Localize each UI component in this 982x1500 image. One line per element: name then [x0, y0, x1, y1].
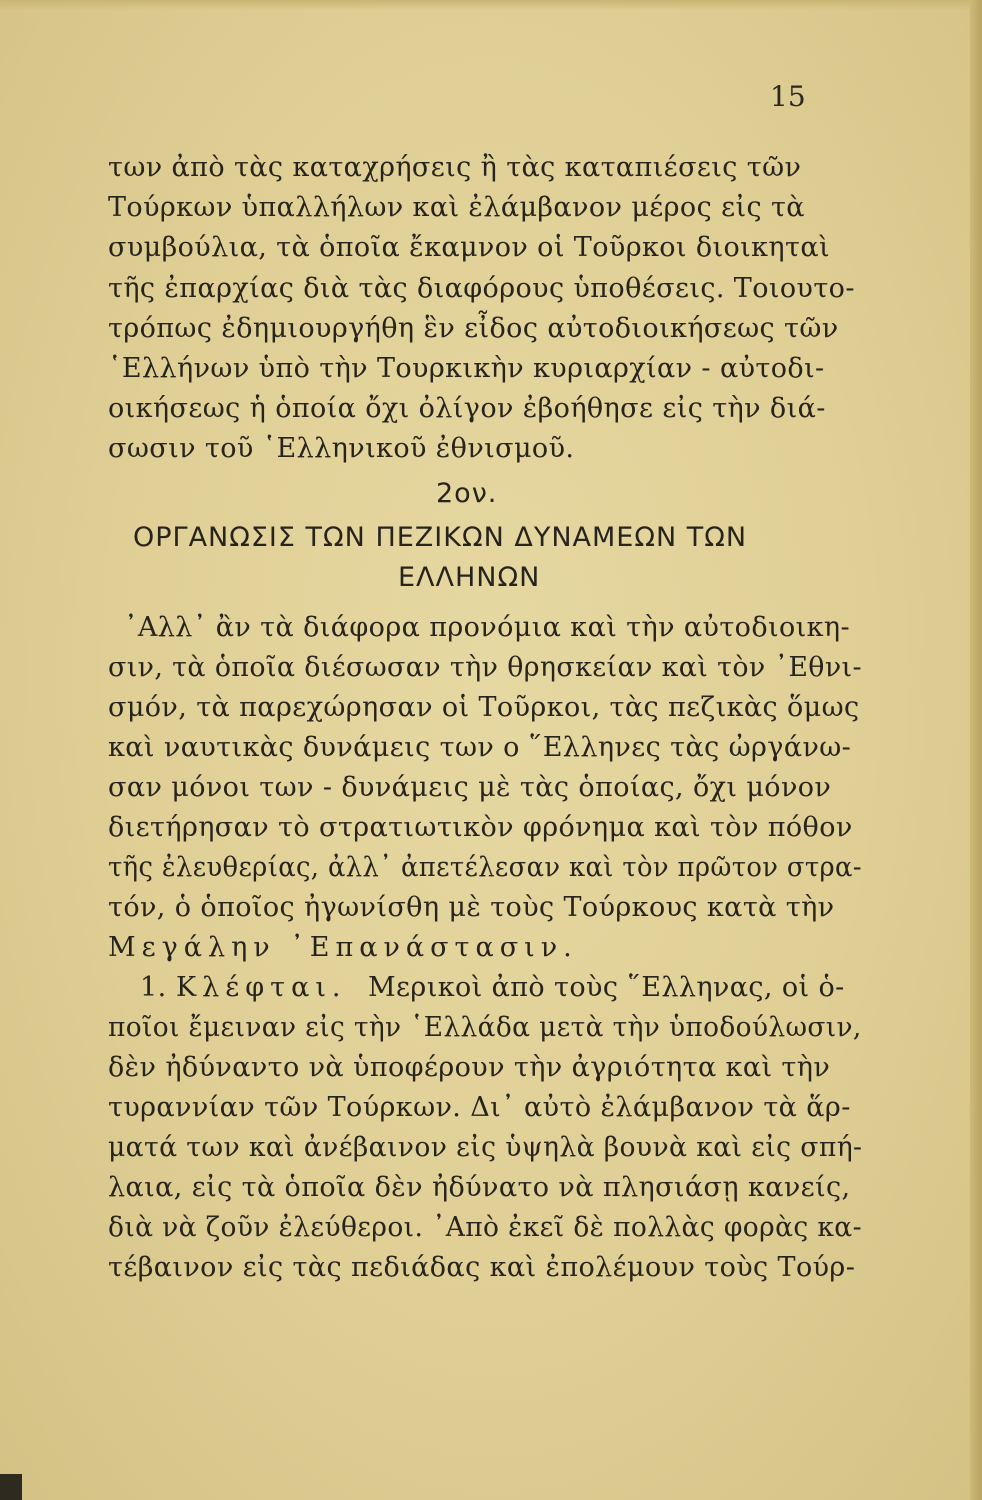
section-title-line-2: ΕΛΛΗΝΩΝ: [398, 562, 541, 593]
scan-corner-mark: [0, 1474, 22, 1500]
section-title-line-1: ΟΡΓΑΝΩΣΙΣ ΤΩΝ ΠΕΖΙΚΩΝ ΔΥΝΑΜΕΩΝ ΤΩΝ: [133, 522, 748, 553]
subsection-title: Κλέφται.: [176, 972, 347, 1003]
paragraph-3-line-5: λαια, εἰς τὰ ὁποῖα δὲν ἠδύνατο νὰ πλησιάσῃ κανείς,: [108, 1172, 851, 1203]
paragraph-2-line-5: σαν μόνοι των - δυνάμεις μὲ τὰς ὁποίας, ὄχι μόνον: [108, 772, 832, 803]
paragraph-2-line-1: ᾿Αλλ᾿ ἂν τὰ διάφορα προνόμια καὶ τὴν αὐτοδιοικη-: [124, 612, 850, 643]
paragraph-3-line-7: τέβαινον εἰς τὰς πεδιάδας καὶ ἐπολέμουν τοὺς Τούρ-: [108, 1252, 856, 1283]
paragraph-1-line-1: των ἀπὸ τὰς καταχρήσεις ἢ τὰς καταπιέσεις τῶν: [108, 152, 802, 183]
paragraph-2-line-8: τόν, ὁ ὁποῖος ἠγωνίσθη μὲ τοὺς Τούρκους κατὰ τὴν: [108, 892, 835, 923]
paragraph-3-line-2: δὲν ἠδύναντο νὰ ὑποφέρουν τὴν ἀγριότητα καὶ τὴν: [108, 1052, 831, 1083]
page-number: 15: [770, 80, 806, 113]
paragraph-1-line-8: σωσιν τοῦ ῾Ελληνικοῦ ἐθνισμοῦ.: [108, 433, 575, 464]
paragraph-1-line-7: οικήσεως ἡ ὁποία ὄχι ὀλίγον ἐβοήθησε εἰς τὴν διά-: [108, 393, 826, 424]
paragraph-3-line-6: διὰ νὰ ζοῦν ἐλεύθεροι. ᾿Απὸ ἐκεῖ δὲ πολλὰς φορὰς κα-: [108, 1212, 862, 1243]
page-top-edge: [0, 0, 982, 10]
paragraph-2-line-7: τῆς ἐλευθερίας, ἀλλ᾿ ἀπετέλεσαν καὶ τὸν πρῶτον στρα-: [108, 852, 862, 883]
paragraph-3-line-1: ποῖοι ἔμειναν εἰς τὴν ῾Ελλάδα μετὰ τὴν ὑποδούλωσιν,: [108, 1012, 862, 1043]
paragraph-2-line-3: σμόν, τὰ παρεχώρησαν οἱ Τοῦρκοι, τὰς πεζικὰς ὅμως: [108, 692, 860, 723]
paragraph-1-line-3: συμβούλια, τὰ ὁποῖα ἔκαμνον οἱ Τοῦρκοι διοικηταὶ: [108, 232, 830, 263]
section-number: 2ον.: [436, 478, 498, 509]
emphasis-line: Μεγάλην ᾿Επανάστασιν.: [108, 932, 578, 963]
paragraph-1-line-2: Τούρκων ὑπαλλήλων καὶ ἐλάμβανον μέρος εἰς τὰ: [108, 192, 805, 223]
paragraph-1-line-5: τρόπως ἐδημιουργήθη ἓν εἶδος αὐτοδιοικήσεως τῶν: [108, 313, 839, 344]
subsection-first-line-rest: Μερικοὶ ἀπὸ τοὺς ῞Ελληνας, οἱ ὁ-: [368, 972, 845, 1003]
paragraph-2-line-2: σιν, τὰ ὁποῖα διέσωσαν τὴν θρησκείαν καὶ τὸν ᾿Εθνι-: [108, 652, 862, 683]
paragraph-3-line-4: ματά των καὶ ἀνέβαινον εἰς ὑψηλὰ βουνὰ καὶ εἰς σπή-: [108, 1132, 863, 1163]
subsection-number: 1.: [140, 972, 167, 1003]
page-right-edge: [970, 0, 982, 1500]
paragraph-1-line-4: τῆς ἐπαρχίας διὰ τὰς διαφόρους ὑποθέσεις. Τοιουτο-: [108, 273, 855, 304]
paragraph-3-line-3: τυραννίαν τῶν Τούρκων. Δι᾿ αὐτὸ ἐλάμβανον τὰ ἅρ-: [108, 1092, 851, 1123]
paragraph-2-line-6: διετήρησαν τὸ στρατιωτικὸν φρόνημα καὶ τὸν πόθον: [108, 812, 853, 843]
paragraph-1-line-6: ῾Ελλήνων ὑπὸ τὴν Τουρκικὴν κυριαρχίαν - αὐτοδι-: [108, 353, 825, 384]
paragraph-2-line-4: καὶ ναυτικὰς δυνάμεις των ο ῞Ελληνες τὰς ὠργάνω-: [108, 732, 852, 763]
